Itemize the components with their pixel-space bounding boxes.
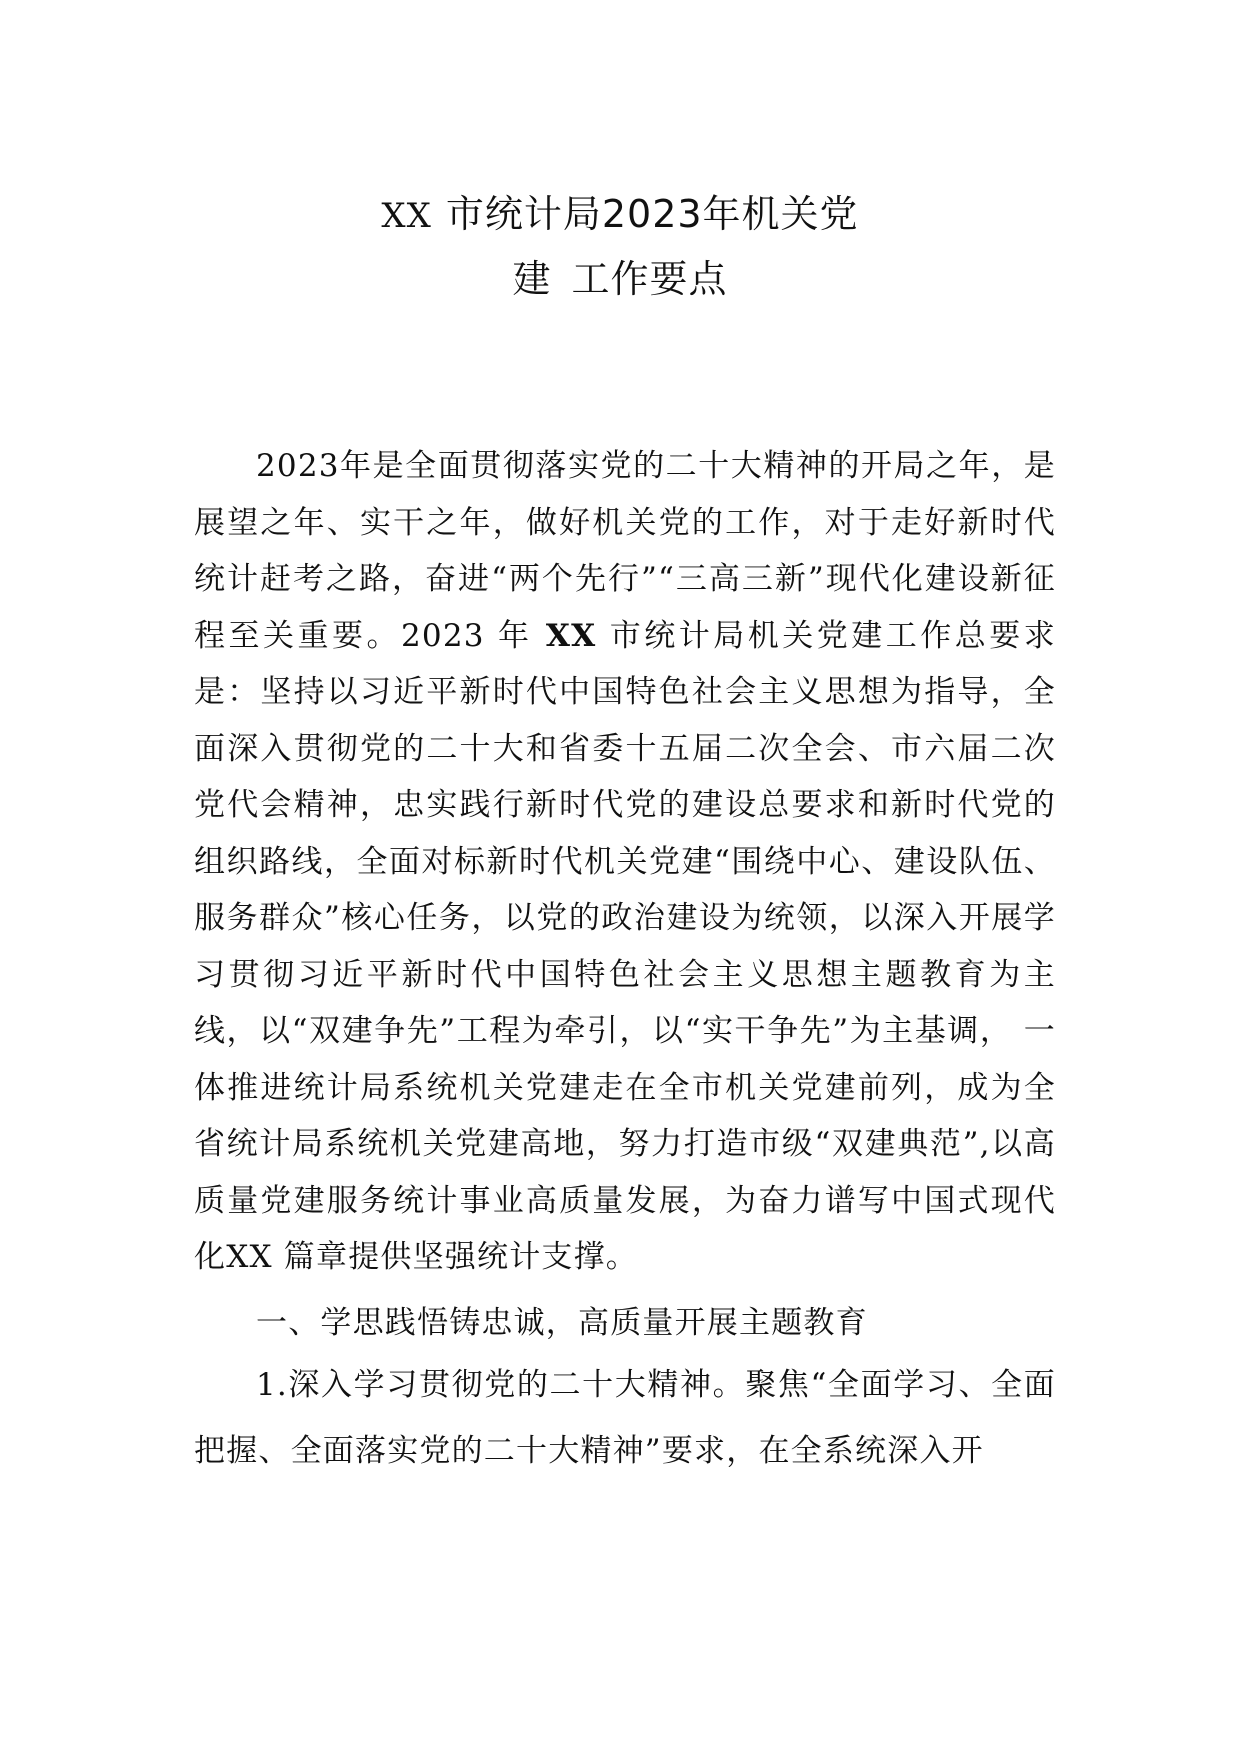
intro-paragraph-city-placeholder: XX bbox=[545, 617, 597, 654]
title-line-2-part-a: 建 bbox=[512, 257, 552, 301]
title-line-2-part-b: 工作要点 bbox=[571, 257, 728, 301]
section-1-heading: 一、学思践悟铸忠诚，高质量开展主题教育 bbox=[256, 1305, 868, 1341]
document-body bbox=[194, 438, 1056, 1286]
section-1-item-1: 1.深入学习贯彻党的二十大精神。聚焦“全面学习、全面把握、全面落实党的二十大精神”要求，在全系统深入开 bbox=[194, 1367, 1056, 1469]
intro-paragraph bbox=[194, 438, 1056, 1286]
title-city-placeholder: XX bbox=[381, 196, 432, 236]
document-title-line-2 bbox=[0, 248, 1240, 303]
document-title-line-1 bbox=[0, 183, 1240, 238]
intro-paragraph-part-1: 2023年是全面贯彻落实党的二十大精神的开局之年，是展望之年、实干之年，做好机关党的工作，对于走好新时代统计赶考之路，奋进“两个先行”“三高三新”现代化建设新征程至关重要。2023 年 bbox=[194, 448, 1056, 654]
title-line-1-text: 市统计局2023年机关党 bbox=[445, 192, 859, 236]
intro-paragraph-part-2: 市统计局机关党建工作总要求是：坚持以习近平新时代中国特色社会主义思想为指导，全面深入贯彻党的二十大和省委十五届二次全会、市六届二次党代会精神，忠实践行新时代党的建设总要求和新时代党的组织路线，全面对标新时代机关党建“围绕中心、建设队伍、服务群众”核心任务，以党的政治建设为统领，以深入开展学习贯彻习近平新时代中国特色社会主义思想主题教育为主线，以“双建争先”工程为牵引，以“实干争先”为主基调， 一体推进统计局系统机关党建走在全市机关党建前列，成为全省统计局系统机关党建高地，努力打造市级“双建典范”,以高质量党建服务统计事业高质量发展，为奋力谱写中国式现代化XX 篇章提供坚强统计支撑。 bbox=[194, 617, 1057, 1275]
